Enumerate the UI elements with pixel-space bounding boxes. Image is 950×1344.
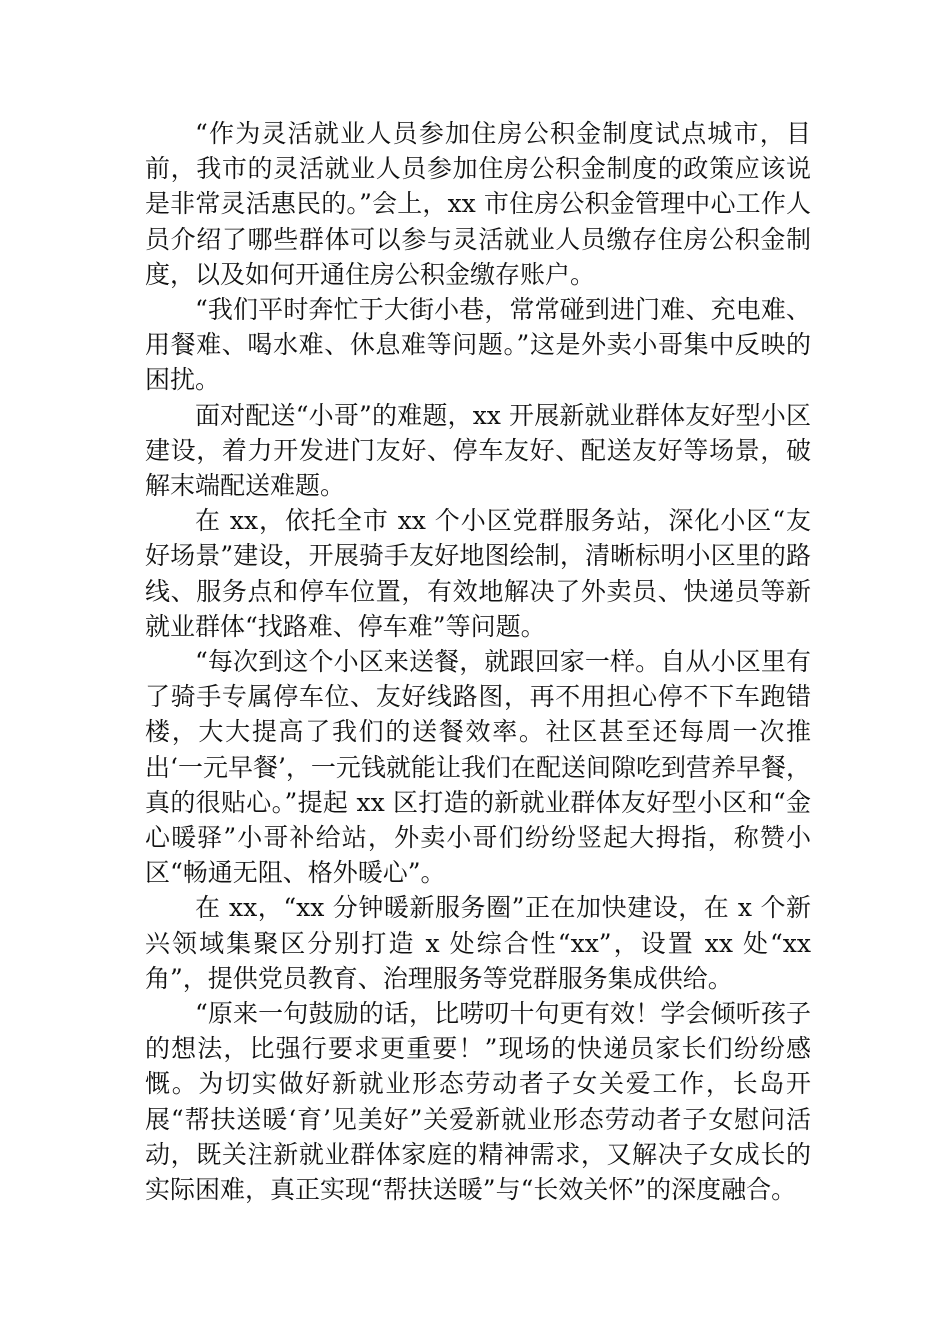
paragraph-1: “作为灵活就业人员参加住房公积金制度试点城市，目前，我市的灵活就业人员参加住房公积金制度的政策应该说是非常灵活惠民的。”会上，xx 市住房公积金管理中心工作人员介绍了哪些群体可以参与灵活就业人员缴存住房公积金制度，以及如何开通住房公积金缴存账户。: [145, 119, 811, 289]
paragraph-7: “原来一句鼓励的话，比唠叨十句更有效！学会倾听孩子的想法，比强行要求更重要！”现场的快递员家长们纷纷感慨。为切实做好新就业形态劳动者子女关爱工作，长岛开展“帮扶送暖‘育’见美好”关爱新就业形态劳动者子女慰问活动，既关注新就业群体家庭的精神需求，又解决子女成长的实际困难，真正实现“帮扶送暖”与“长效关怀”的深度融合。: [145, 999, 811, 1205]
paragraph-6: 在 xx，“xx 分钟暖新服务圈”正在加快建设，在 x 个新兴领域集聚区分别打造 x 处综合性“xx”，设置 xx 处“xx 角”，提供党员教育、治理服务等党群服务集成供给。: [145, 893, 811, 993]
paragraph-5: “每次到这个小区来送餐，就跟回家一样。自从小区里有了骑手专属停车位、友好线路图，再不用担心停不下车跑错楼，大大提高了我们的送餐效率。社区甚至还每周一次推出‘一元早餐’，一元钱就能让我们在配送间隙吃到营养早餐，真的很贴心。”提起 xx 区打造的新就业群体友好型小区和“金心暖驿”小哥补给站，外卖小哥们纷纷竖起大拇指，称赞小区“畅通无阻、格外暖心”。: [145, 647, 811, 888]
paragraph-4: 在 xx，依托全市 xx 个小区党群服务站，深化小区“友好场景”建设，开展骑手友好地图绘制，清晰标明小区里的路线、服务点和停车位置，有效地解决了外卖员、快递员等新就业群体“找路难、停车难”等问题。: [145, 506, 811, 641]
document-body: [145, 116, 811, 1207]
paragraph-3: 面对配送“小哥”的难题，xx 开展新就业群体友好型小区建设，着力开发进门友好、停车友好、配送友好等场景，破解末端配送难题。: [145, 400, 811, 501]
paragraph-2: “我们平时奔忙于大街小巷，常常碰到进门难、充电难、用餐难、喝水难、休息难等问题。”这是外卖小哥集中反映的困扰。: [145, 295, 811, 395]
